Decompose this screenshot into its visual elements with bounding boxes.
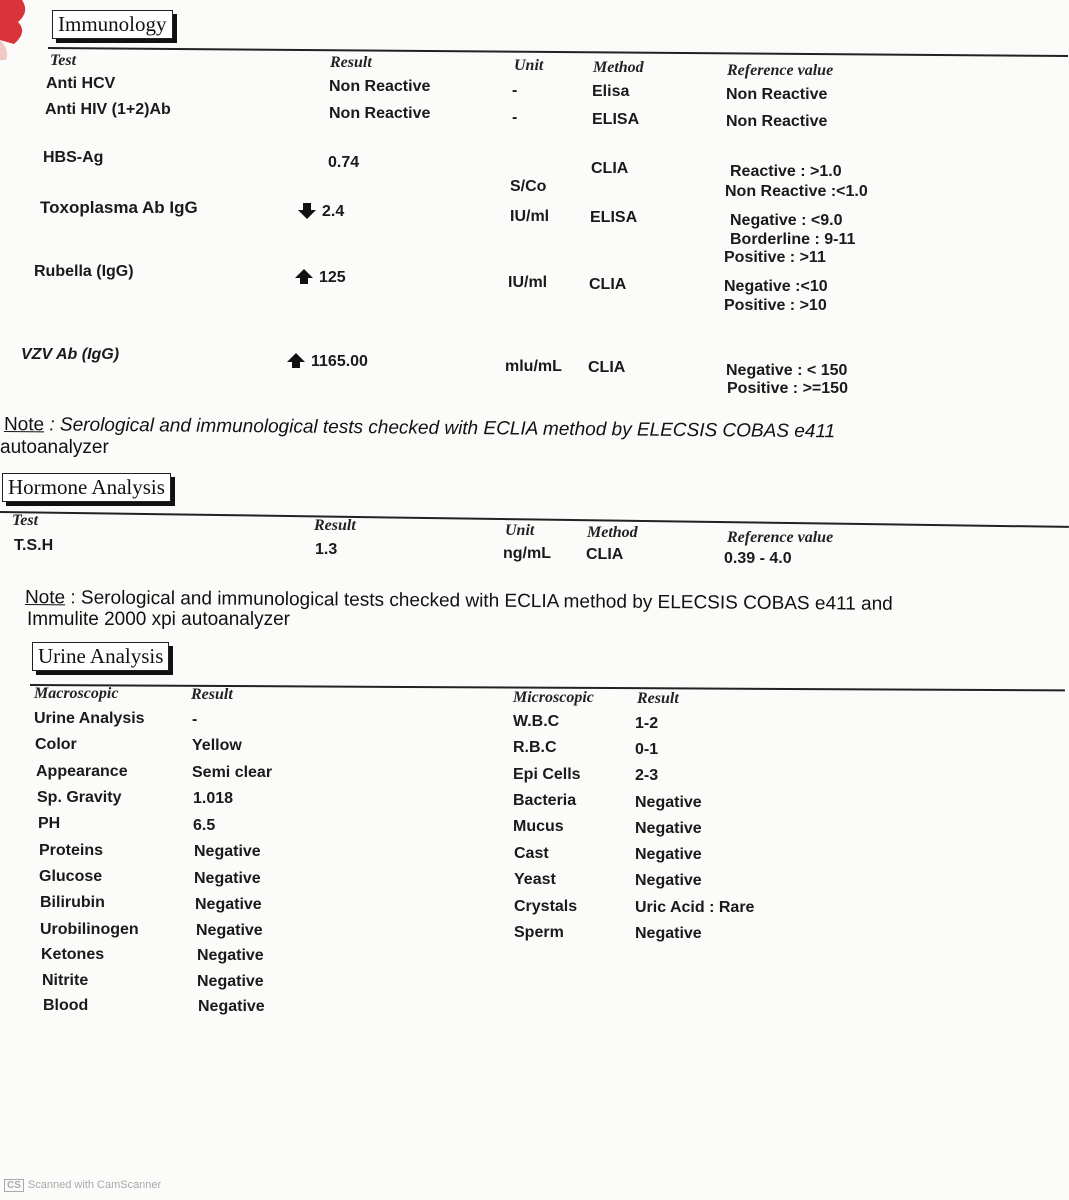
immunology-reference: Non Reactive :<1.0 [725, 183, 868, 200]
urine-macro-name: Ketones [41, 946, 105, 963]
urine-macro-name: Proteins [39, 842, 104, 859]
immunology-result: Non Reactive [329, 78, 431, 95]
urine-micro-value: 0-1 [635, 741, 659, 758]
hormone-result: 1.3 [315, 541, 338, 558]
urine-micro-value: Uric Acid : Rare [635, 899, 755, 916]
immunology-method: CLIA [591, 160, 629, 177]
immunology-result-cell [287, 353, 368, 371]
note-text: : Serological and immunological tests checked with ECLIA method by ELECSIS COBAS e411 and [65, 587, 893, 615]
arrow-up-icon [287, 353, 305, 362]
hormone-header-test: Test [12, 512, 39, 529]
immunology-reference: Non Reactive [726, 86, 828, 103]
immunology-unit: S/Co [510, 178, 547, 195]
urine-macro-name: Sp. Gravity [37, 789, 122, 806]
hormone-header-result: Result [314, 517, 356, 534]
note-label: Note [24, 587, 66, 609]
immunology-unit: - [512, 82, 518, 99]
urine-macro-name: Urine Analysis [34, 710, 145, 727]
urine-micro-name: R.B.C [513, 739, 557, 756]
urine-macro-value: Yellow [192, 737, 242, 754]
urine-micro-name: Bacteria [513, 792, 577, 809]
urine-macro-name: PH [38, 815, 61, 832]
immunology-reference: Reactive : >1.0 [730, 163, 842, 180]
urine-macro-value: - [192, 711, 198, 728]
hormone-rule [0, 511, 1069, 527]
urine-macro-value: Negative [197, 947, 264, 964]
immunology-test: HBS-Ag [43, 149, 104, 166]
immunology-reference: Non Reactive [726, 113, 828, 130]
urine-macro-name: Blood [43, 997, 89, 1014]
immunology-method: Elisa [592, 83, 630, 100]
urine-macro-value: Negative [197, 973, 264, 990]
urine-macro-value: Negative [195, 896, 262, 913]
urine-micro-name: Cast [514, 845, 549, 862]
hormone-reference: 0.39 - 4.0 [724, 550, 792, 567]
urine-micro-name: Epi Cells [513, 766, 581, 783]
urine-macro-name: Bilirubin [40, 894, 105, 911]
immunology-unit: - [512, 109, 518, 126]
urine-micro-value: Negative [635, 820, 702, 837]
hormone-unit: ng/mL [503, 545, 551, 562]
urine-micro-value: Negative [635, 925, 702, 942]
urine-title: Urine Analysis [32, 642, 169, 671]
note-label: Note [3, 414, 45, 436]
immunology-title: Immunology [52, 10, 173, 39]
urine-header-macro-result: Result [191, 686, 233, 703]
hormone-header-method: Method [587, 524, 638, 541]
scanner-text: Scanned with CamScanner [27, 1179, 162, 1191]
urine-micro-name: Mucus [513, 818, 564, 835]
immunology-note [4, 414, 835, 443]
hormone-title: Hormone Analysis [2, 473, 171, 502]
immunology-reference: Positive : >=150 [727, 380, 848, 397]
urine-header-microscopic: Microscopic [513, 689, 594, 706]
immunology-result-cell [295, 269, 346, 287]
hormone-header-reference: Reference value [727, 529, 834, 546]
immunology-reference: Positive : >11 [724, 249, 826, 266]
urine-macro-value: Negative [194, 870, 261, 887]
immunology-test: Toxoplasma Ab IgG [40, 198, 198, 217]
immunology-header-unit: Unit [514, 57, 544, 74]
urine-header-micro-result: Result [637, 690, 679, 707]
hormone-test: T.S.H [14, 537, 54, 554]
immunology-reference: Positive : >10 [724, 297, 827, 314]
immunology-reference: Negative :<10 [724, 278, 828, 295]
immunology-unit: IU/ml [508, 274, 548, 291]
urine-macro-name: Color [35, 736, 77, 753]
immunology-method: CLIA [589, 276, 627, 293]
urine-micro-value: Negative [635, 872, 702, 889]
immunology-method: ELISA [592, 111, 640, 128]
arrow-up-icon [295, 269, 313, 278]
hormone-note-continued: Immulite 2000 xpi autoanalyzer [27, 609, 290, 630]
immunology-result: 125 [319, 269, 346, 286]
flower-decoration [0, 0, 34, 60]
urine-macro-value: Semi clear [192, 764, 273, 781]
hormone-header-unit: Unit [505, 522, 535, 539]
immunology-test: Rubella (IgG) [34, 263, 134, 280]
urine-macro-name: Urobilinogen [40, 921, 139, 938]
immunology-method: CLIA [588, 359, 626, 376]
arrow-down-icon [298, 210, 316, 219]
immunology-header-test: Test [50, 52, 77, 69]
urine-micro-name: Sperm [514, 924, 564, 941]
urine-micro-name: W.B.C [513, 713, 560, 730]
urine-header-macroscopic: Macroscopic [34, 685, 119, 702]
immunology-header-method: Method [593, 59, 644, 76]
camscanner-logo: CS [4, 1179, 24, 1192]
urine-macro-name: Nitrite [42, 972, 89, 989]
urine-micro-value: 2-3 [635, 767, 659, 784]
urine-macro-value: 6.5 [193, 817, 216, 834]
immunology-test: Anti HIV (1+2)Ab [45, 101, 171, 118]
immunology-reference: Negative : <9.0 [730, 212, 843, 229]
immunology-result: Non Reactive [329, 105, 431, 122]
urine-macro-name: Appearance [36, 763, 128, 780]
immunology-test: Anti HCV [46, 75, 116, 92]
urine-micro-name: Crystals [514, 898, 578, 915]
hormone-method: CLIA [586, 546, 624, 563]
urine-macro-value: Negative [198, 998, 265, 1015]
note-text: : Serological and immunological tests checked with ECLIA method by ELECSIS COBAS e411 [44, 414, 836, 443]
urine-macro-name: Glucose [39, 868, 103, 885]
immunology-result: 2.4 [322, 203, 345, 220]
immunology-header-reference: Reference value [727, 62, 834, 79]
immunology-method: ELISA [590, 209, 638, 226]
urine-micro-value: Negative [635, 846, 702, 863]
immunology-unit: mlu/mL [505, 358, 562, 375]
immunology-header-result: Result [330, 54, 372, 71]
urine-micro-value: 1-2 [635, 715, 659, 732]
immunology-result: 0.74 [328, 154, 360, 171]
scanner-watermark [4, 1179, 161, 1192]
urine-micro-name: Yeast [514, 871, 556, 888]
urine-micro-value: Negative [635, 794, 702, 811]
immunology-result: 1165.00 [311, 353, 368, 370]
urine-macro-value: Negative [194, 843, 261, 860]
immunology-unit: IU/ml [510, 208, 550, 225]
immunology-result-cell [298, 203, 344, 221]
immunology-reference: Negative : < 150 [726, 362, 848, 379]
immunology-reference: Borderline : 9-11 [730, 231, 856, 248]
urine-macro-value: 1.018 [193, 790, 234, 807]
urine-macro-value: Negative [196, 922, 263, 939]
immunology-note-continued: autoanalyzer [0, 437, 109, 458]
immunology-rule [48, 47, 1068, 57]
immunology-test: VZV Ab (IgG) [21, 346, 120, 363]
